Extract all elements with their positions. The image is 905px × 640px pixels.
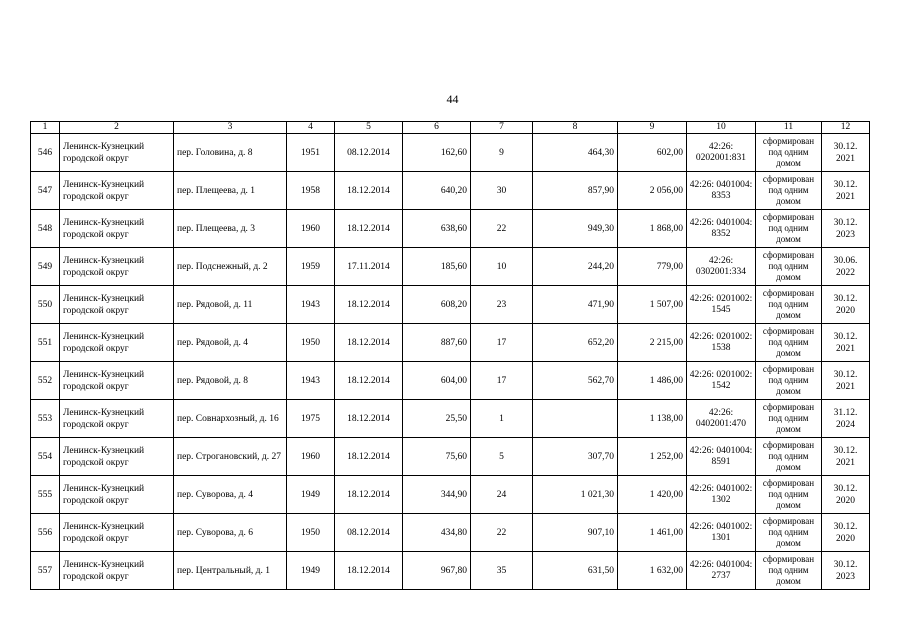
year-cell: 1960 [287,438,335,476]
row-number-cell: 550 [31,286,60,324]
value-col9-cell: 2 056,00 [618,172,687,210]
year-cell: 1943 [287,286,335,324]
year-cell: 1950 [287,324,335,362]
count-cell: 1 [471,400,533,438]
land-status-cell: сформирован под одним домом [756,286,822,324]
date-cell: 17.11.2014 [335,248,403,286]
column-header: 10 [687,122,756,134]
date-cell: 08.12.2014 [335,514,403,552]
land-status-cell: сформирован под одним домом [756,248,822,286]
year-cell: 1949 [287,476,335,514]
land-status-cell: сформирован под одним домом [756,362,822,400]
municipality-cell: Ленинск-Кузнецкий городской округ [60,248,174,286]
value-col9-cell: 1 486,00 [618,362,687,400]
land-status-cell: сформирован под одним домом [756,400,822,438]
municipality-cell: Ленинск-Кузнецкий городской округ [60,324,174,362]
cadastral-number-cell: 42:26: 0401004: 8591 [687,438,756,476]
value-col8-cell: 631,50 [533,552,618,590]
row-number-cell: 554 [31,438,60,476]
year-cell: 1951 [287,134,335,172]
date-cell: 18.12.2014 [335,362,403,400]
area-cell: 25,50 [403,400,471,438]
count-cell: 35 [471,552,533,590]
table-row [31,324,870,362]
count-cell: 9 [471,134,533,172]
address-cell: пер. Совнархозный, д. 16 [174,400,287,438]
value-col9-cell: 1 461,00 [618,514,687,552]
area-cell: 344,90 [403,476,471,514]
land-status-cell: сформирован под одним домом [756,324,822,362]
municipality-cell: Ленинск-Кузнецкий городской округ [60,362,174,400]
area-cell: 162,60 [403,134,471,172]
column-header: 8 [533,122,618,134]
address-cell: пер. Плещеева, д. 1 [174,172,287,210]
count-cell: 22 [471,210,533,248]
land-status-cell: сформирован под одним домом [756,210,822,248]
area-cell: 887,60 [403,324,471,362]
column-header: 5 [335,122,403,134]
date-cell: 18.12.2014 [335,210,403,248]
count-cell: 22 [471,514,533,552]
table-row [31,438,870,476]
area-cell: 185,60 [403,248,471,286]
column-header: 2 [60,122,174,134]
deadline-cell: 30.12. 2023 [822,210,870,248]
municipality-cell: Ленинск-Кузнецкий городской округ [60,476,174,514]
row-number-cell: 547 [31,172,60,210]
municipality-cell: Ленинск-Кузнецкий городской округ [60,134,174,172]
address-cell: пер. Рядовой, д. 4 [174,324,287,362]
row-number-cell: 553 [31,400,60,438]
land-status-cell: сформирован под одним домом [756,552,822,590]
count-cell: 5 [471,438,533,476]
municipality-cell: Ленинск-Кузнецкий городской округ [60,210,174,248]
value-col8-cell: 471,90 [533,286,618,324]
value-col8-cell: 949,30 [533,210,618,248]
municipality-cell: Ленинск-Кузнецкий городской округ [60,438,174,476]
table-row [31,210,870,248]
row-number-cell: 548 [31,210,60,248]
value-col8-cell: 464,30 [533,134,618,172]
area-cell: 967,80 [403,552,471,590]
date-cell: 18.12.2014 [335,324,403,362]
area-cell: 638,60 [403,210,471,248]
cadastral-number-cell: 42:26: 0302001:334 [687,248,756,286]
deadline-cell: 30.12. 2021 [822,172,870,210]
land-status-cell: сформирован под одним домом [756,438,822,476]
value-col8-cell [533,400,618,438]
deadline-cell: 30.12. 2021 [822,324,870,362]
date-cell: 18.12.2014 [335,172,403,210]
cadastral-number-cell: 42:26: 0401002: 1302 [687,476,756,514]
table-row [31,362,870,400]
count-cell: 10 [471,248,533,286]
column-header: 1 [31,122,60,134]
land-status-cell: сформирован под одним домом [756,134,822,172]
table-row [31,514,870,552]
address-cell: пер. Рядовой, д. 8 [174,362,287,400]
page-number: 44 [446,92,459,106]
count-cell: 23 [471,286,533,324]
row-number-cell: 555 [31,476,60,514]
deadline-cell: 31.12. 2024 [822,400,870,438]
cadastral-number-cell: 42:26: 0201002: 1538 [687,324,756,362]
year-cell: 1960 [287,210,335,248]
value-col8-cell: 907,10 [533,514,618,552]
year-cell: 1975 [287,400,335,438]
cadastral-number-cell: 42:26: 0401004: 8353 [687,172,756,210]
deadline-cell: 30.12. 2021 [822,362,870,400]
cadastral-number-cell: 42:26: 0401004: 8352 [687,210,756,248]
municipality-cell: Ленинск-Кузнецкий городской округ [60,400,174,438]
value-col8-cell: 562,70 [533,362,618,400]
cadastral-number-cell: 42:26: 0401004: 2737 [687,552,756,590]
table-row [31,476,870,514]
deadline-cell: 30.12. 2020 [822,286,870,324]
column-header: 4 [287,122,335,134]
value-col9-cell: 1 868,00 [618,210,687,248]
address-cell: пер. Головина, д. 8 [174,134,287,172]
municipality-cell: Ленинск-Кузнецкий городской округ [60,286,174,324]
count-cell: 30 [471,172,533,210]
address-cell: пер. Суворова, д. 4 [174,476,287,514]
date-cell: 18.12.2014 [335,400,403,438]
year-cell: 1958 [287,172,335,210]
deadline-cell: 30.12. 2020 [822,514,870,552]
value-col9-cell: 1 252,00 [618,438,687,476]
value-col8-cell: 1 021,30 [533,476,618,514]
value-col8-cell: 244,20 [533,248,618,286]
deadline-cell: 30.06. 2022 [822,248,870,286]
address-cell: пер. Центральный, д. 1 [174,552,287,590]
table-row [31,172,870,210]
deadline-cell: 30.12. 2020 [822,476,870,514]
area-cell: 640,20 [403,172,471,210]
table-row [31,400,870,438]
deadline-cell: 30.12. 2021 [822,134,870,172]
column-header: 3 [174,122,287,134]
date-cell: 18.12.2014 [335,286,403,324]
cadastral-number-cell: 42:26: 0202001:831 [687,134,756,172]
cadastral-number-cell: 42:26: 0201002: 1542 [687,362,756,400]
year-cell: 1949 [287,552,335,590]
year-cell: 1950 [287,514,335,552]
value-col9-cell: 1 138,00 [618,400,687,438]
table-row [31,248,870,286]
count-cell: 17 [471,362,533,400]
table-body [31,122,870,590]
address-cell: пер. Рядовой, д. 11 [174,286,287,324]
column-number-row [31,122,870,134]
date-cell: 18.12.2014 [335,438,403,476]
date-cell: 18.12.2014 [335,552,403,590]
area-cell: 608,20 [403,286,471,324]
value-col9-cell: 1 632,00 [618,552,687,590]
row-number-cell: 546 [31,134,60,172]
address-cell: пер. Подснежный, д. 2 [174,248,287,286]
date-cell: 08.12.2014 [335,134,403,172]
count-cell: 17 [471,324,533,362]
year-cell: 1959 [287,248,335,286]
column-header: 11 [756,122,822,134]
table-row [31,134,870,172]
column-header: 12 [822,122,870,134]
year-cell: 1943 [287,362,335,400]
address-cell: пер. Суворова, д. 6 [174,514,287,552]
row-number-cell: 551 [31,324,60,362]
column-header: 6 [403,122,471,134]
cadastral-number-cell: 42:26: 0401002: 1301 [687,514,756,552]
table-row [31,286,870,324]
municipality-cell: Ленинск-Кузнецкий городской округ [60,552,174,590]
area-cell: 604,00 [403,362,471,400]
deadline-cell: 30.12. 2023 [822,552,870,590]
area-cell: 434,80 [403,514,471,552]
area-cell: 75,60 [403,438,471,476]
column-header: 9 [618,122,687,134]
municipality-cell: Ленинск-Кузнецкий городской округ [60,172,174,210]
land-status-cell: сформирован под одним домом [756,172,822,210]
value-col8-cell: 307,70 [533,438,618,476]
cadastral-number-cell: 42:26: 0402001:470 [687,400,756,438]
address-cell: пер. Строгановский, д. 27 [174,438,287,476]
value-col9-cell: 779,00 [618,248,687,286]
value-col8-cell: 857,90 [533,172,618,210]
row-number-cell: 552 [31,362,60,400]
count-cell: 24 [471,476,533,514]
date-cell: 18.12.2014 [335,476,403,514]
value-col9-cell: 1 420,00 [618,476,687,514]
value-col9-cell: 602,00 [618,134,687,172]
row-number-cell: 556 [31,514,60,552]
table-row [31,552,870,590]
row-number-cell: 557 [31,552,60,590]
row-number-cell: 549 [31,248,60,286]
municipality-cell: Ленинск-Кузнецкий городской округ [60,514,174,552]
value-col9-cell: 2 215,00 [618,324,687,362]
land-status-cell: сформирован под одним домом [756,514,822,552]
deadline-cell: 30.12. 2021 [822,438,870,476]
address-cell: пер. Плещеева, д. 3 [174,210,287,248]
value-col9-cell: 1 507,00 [618,286,687,324]
column-header: 7 [471,122,533,134]
cadastral-number-cell: 42:26: 0201002: 1545 [687,286,756,324]
value-col8-cell: 652,20 [533,324,618,362]
housing-register-table [30,121,870,590]
land-status-cell: сформирован под одним домом [756,476,822,514]
